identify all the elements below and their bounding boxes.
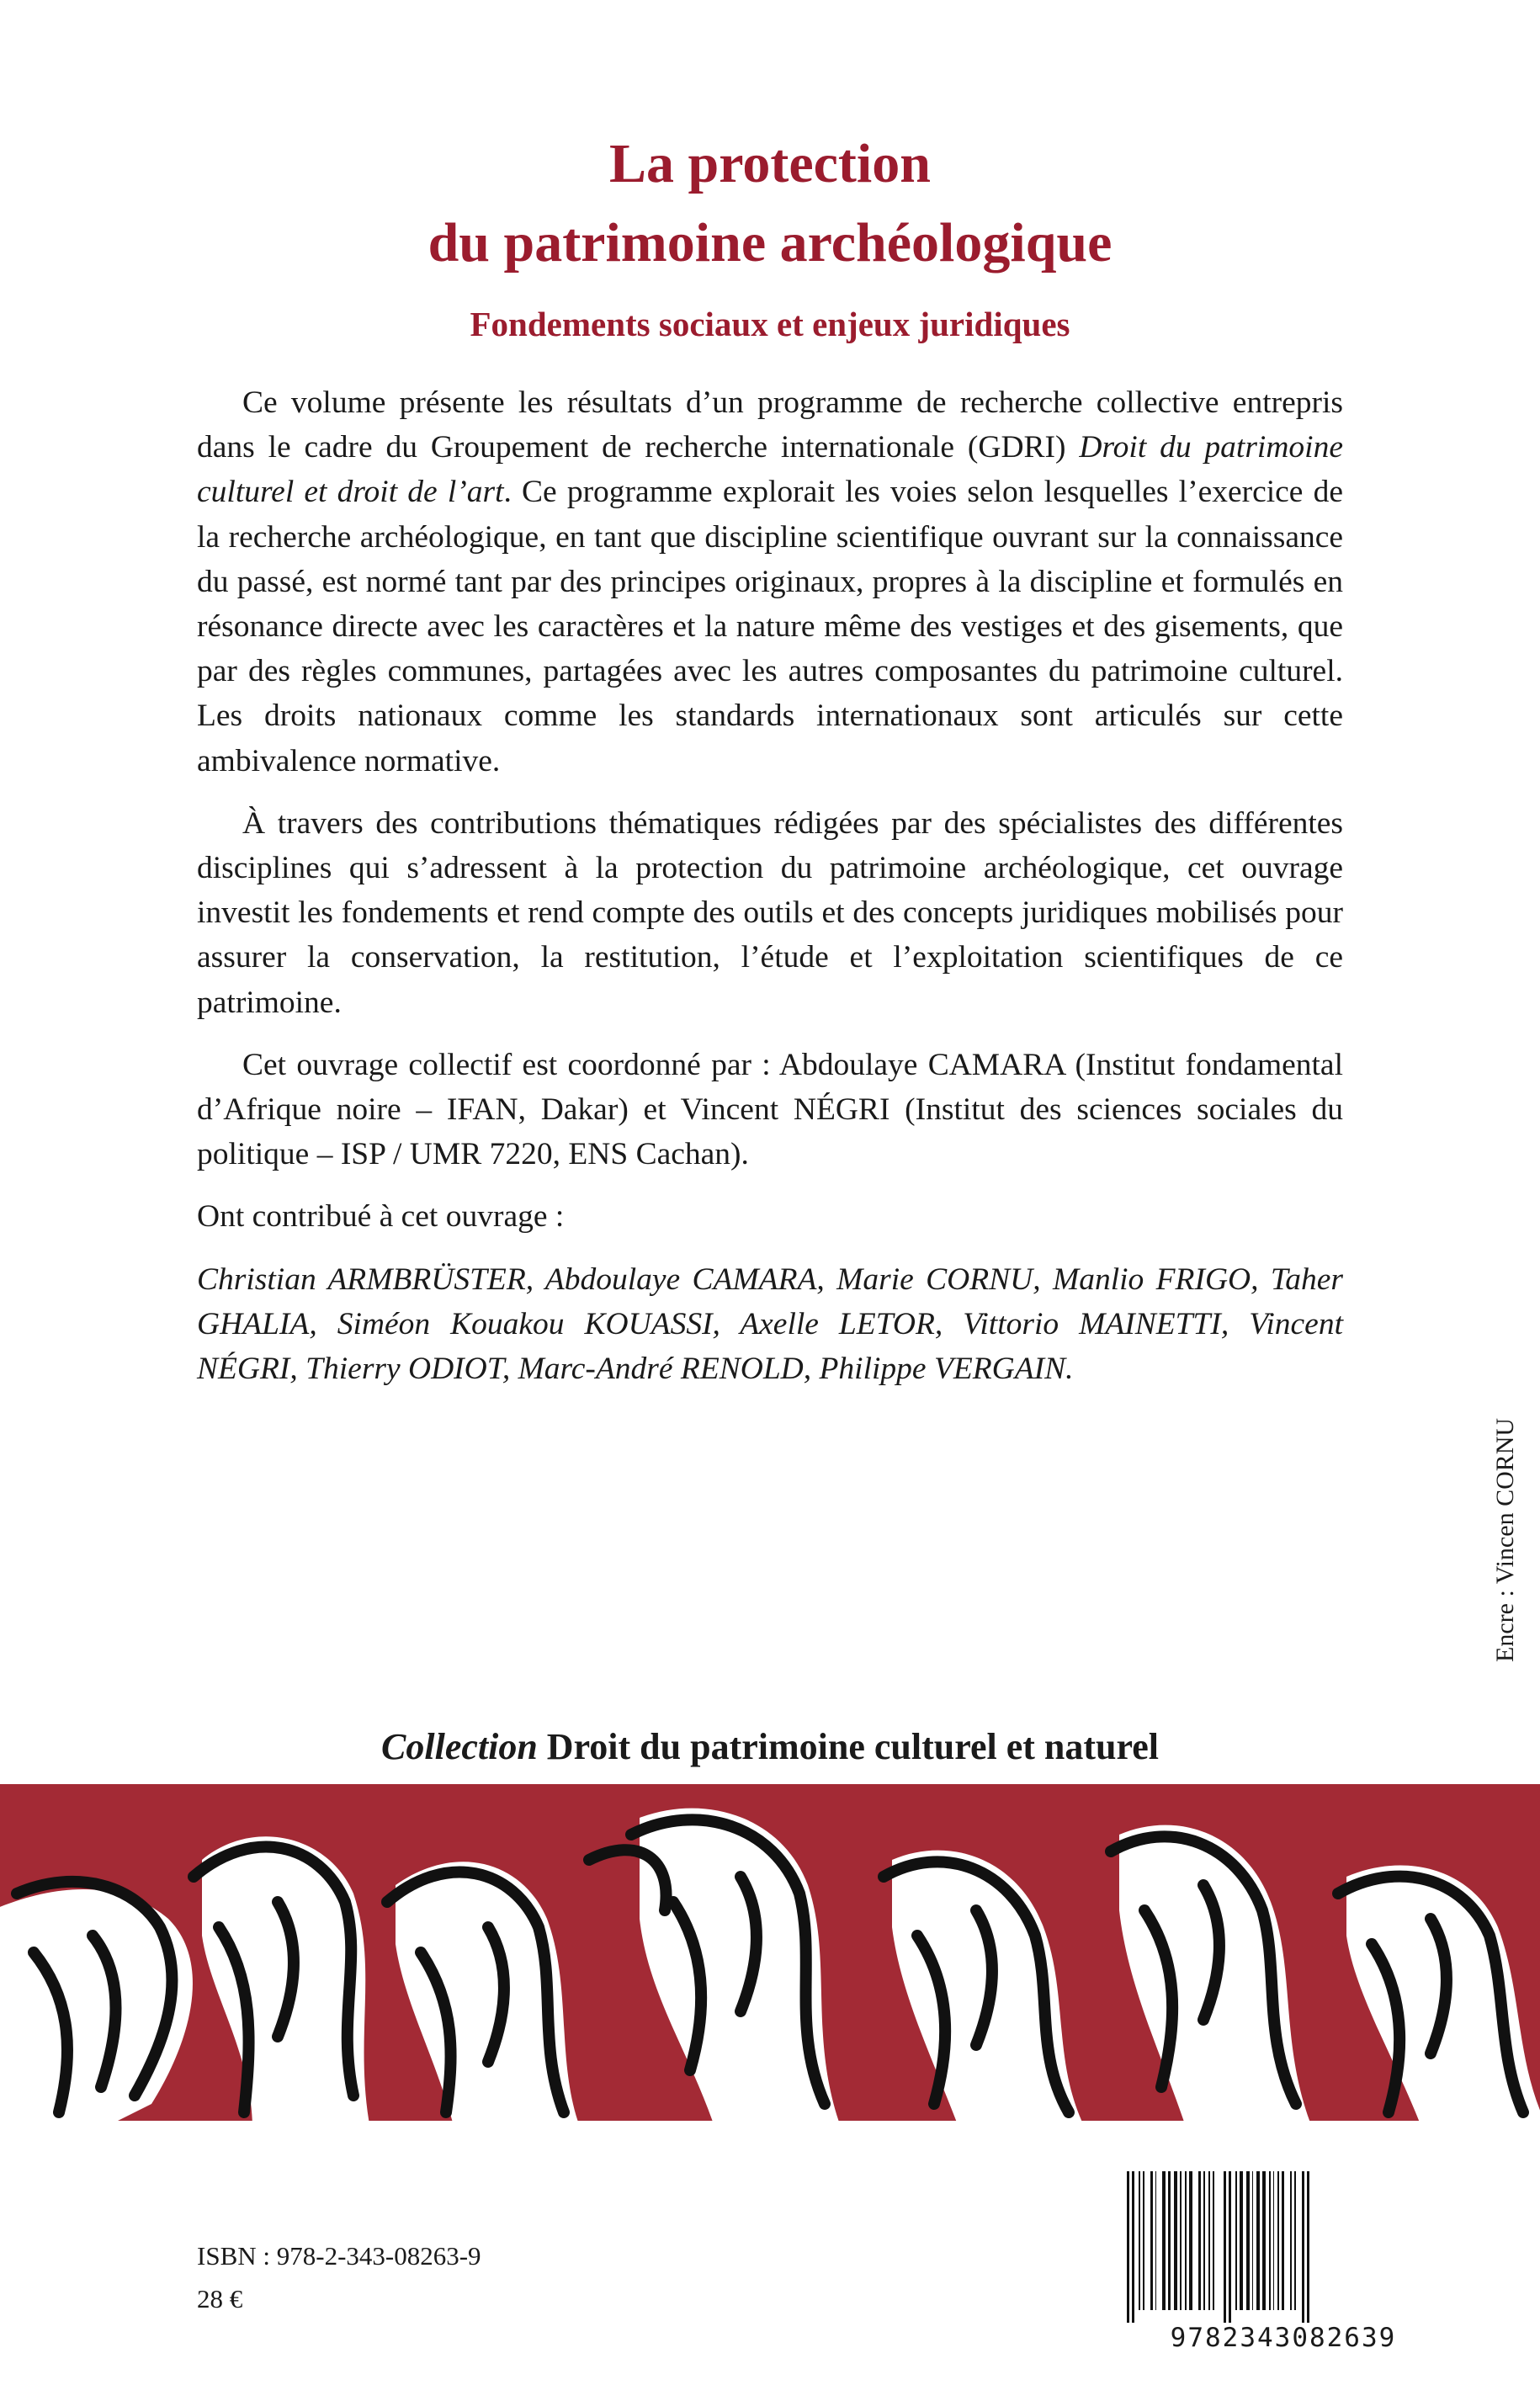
barcode-bar (1162, 2171, 1166, 2310)
illustration-credit: Encre : Vincen CORNU (1491, 1417, 1519, 1662)
price: 28 € (197, 2284, 243, 2313)
isbn: ISBN : 978-2-343-08263-9 (197, 2241, 481, 2271)
barcode-bar (1189, 2171, 1192, 2310)
barcode-bar (1180, 2171, 1182, 2310)
barcode-bar (1307, 2171, 1309, 2323)
barcode (1115, 2171, 1452, 2323)
barcode-bar (1150, 2171, 1153, 2310)
gdri-name: Droit du patrimoine culturel et droit de l’art (197, 430, 1343, 510)
collection-name: Droit du patrimoine culturel et naturel (546, 1726, 1159, 1767)
barcode-bar (1235, 2171, 1237, 2310)
barcode-bar (1224, 2171, 1226, 2323)
barcode-number: 9782343082639 (1170, 2323, 1397, 2353)
book-title-line-2: du patrimoine archéologique (427, 212, 1113, 274)
book-title-line-1: La protection (609, 133, 931, 194)
barcode-bar (1168, 2171, 1171, 2310)
barcode-bar (1185, 2171, 1187, 2310)
barcode-bar (1277, 2171, 1279, 2310)
barcode-bar (1269, 2171, 1271, 2310)
contributors-list: Christian ARMBRÜSTER, Abdoulaye CAMARA, Marie CORNU, Manlio FRIGO, Taher GHALIA, Siméon Kouakou KOUASSI, Axelle LETOR, Vittorio MAINETTI, Vincent NÉGRI, Thierry ODIOT, Marc-André RENOLD, Philippe VERGAIN. (197, 1262, 1343, 1387)
barcode-bar (1203, 2171, 1205, 2310)
barcode-bar (1208, 2171, 1210, 2310)
collection-label: Collection (381, 1726, 538, 1767)
barcode-bar (1143, 2171, 1144, 2310)
barcode-bar (1302, 2171, 1304, 2323)
barcode-bar (1198, 2171, 1201, 2310)
contributors-heading: Ont contribué à cet ouvrage : (197, 1199, 565, 1235)
back-cover-text (197, 380, 1343, 1409)
barcode-bar (1273, 2171, 1274, 2310)
barcode-bar (1174, 2171, 1177, 2310)
book-subtitle: Fondements sociaux et enjeux juridiques (470, 305, 1070, 343)
barcode-bar (1282, 2171, 1284, 2310)
barcode-bar (1229, 2171, 1231, 2323)
barcode-bar (1246, 2171, 1250, 2310)
barcode-bar (1262, 2171, 1266, 2310)
book-title (0, 125, 1540, 283)
barcode-bar (1256, 2171, 1260, 2310)
barcode-bar (1139, 2171, 1140, 2310)
barcode-block (1115, 2171, 1452, 2355)
barcode-bar (1213, 2171, 1214, 2310)
ink-figures-artwork (0, 1784, 1540, 2121)
summary-paragraph-2: À travers des contributions thématiques rédigées par des spécialistes des différentes disciplines qui s’adressent à la protection du patrimoine archéologique, cet ouvrage investit les fondements et rend compte des outils et des concepts juridiques mobilisés pour assurer la conservation, la restitution, l’étude et l’exploitation scientifiques de ce patrimoine. (197, 805, 1343, 1020)
barcode-bar (1240, 2171, 1243, 2310)
barcode-bar (1252, 2171, 1253, 2310)
summary-p1-start: Ce volume présente les résultats d’un programme de recherche collective entrepris dans le cadre du Groupement de recherche internationale (GDRI) (197, 385, 1343, 465)
summary-paragraph-1 (197, 380, 1343, 783)
barcode-bar (1155, 2171, 1156, 2310)
coordinators-paragraph: Cet ouvrage collectif est coordonné par : Abdoulaye CAMARA (Institut fondamental d’Afrique noire – IFAN, Dakar) et Vincent NÉGRI (Institut des sciences sociales du politique – ISP / UMR 7220, ENS Cachan). (197, 1047, 1343, 1172)
barcode-bar (1290, 2171, 1292, 2310)
collection-line (0, 1725, 1540, 1768)
summary-p1-end: . Ce programme explorait les voies selon lesquelles l’exercice de la recherche archéologique, en tant que discipline scientifique ouvrant sur la connaissance du passé, est normé tant par des principes originaux, propres à la discipline et formulés en résonance directe avec les caractères et la nature même des vestiges et des gisements, que par des règles communes, partagées avec les autres composantes du patrimoine culturel. Les droits nationaux comme les standards internationaux sont articulés sur cette ambivalence normative. (197, 475, 1343, 778)
barcode-bar (1132, 2171, 1134, 2323)
barcode-bar (1294, 2171, 1296, 2310)
barcode-bar (1127, 2171, 1129, 2323)
